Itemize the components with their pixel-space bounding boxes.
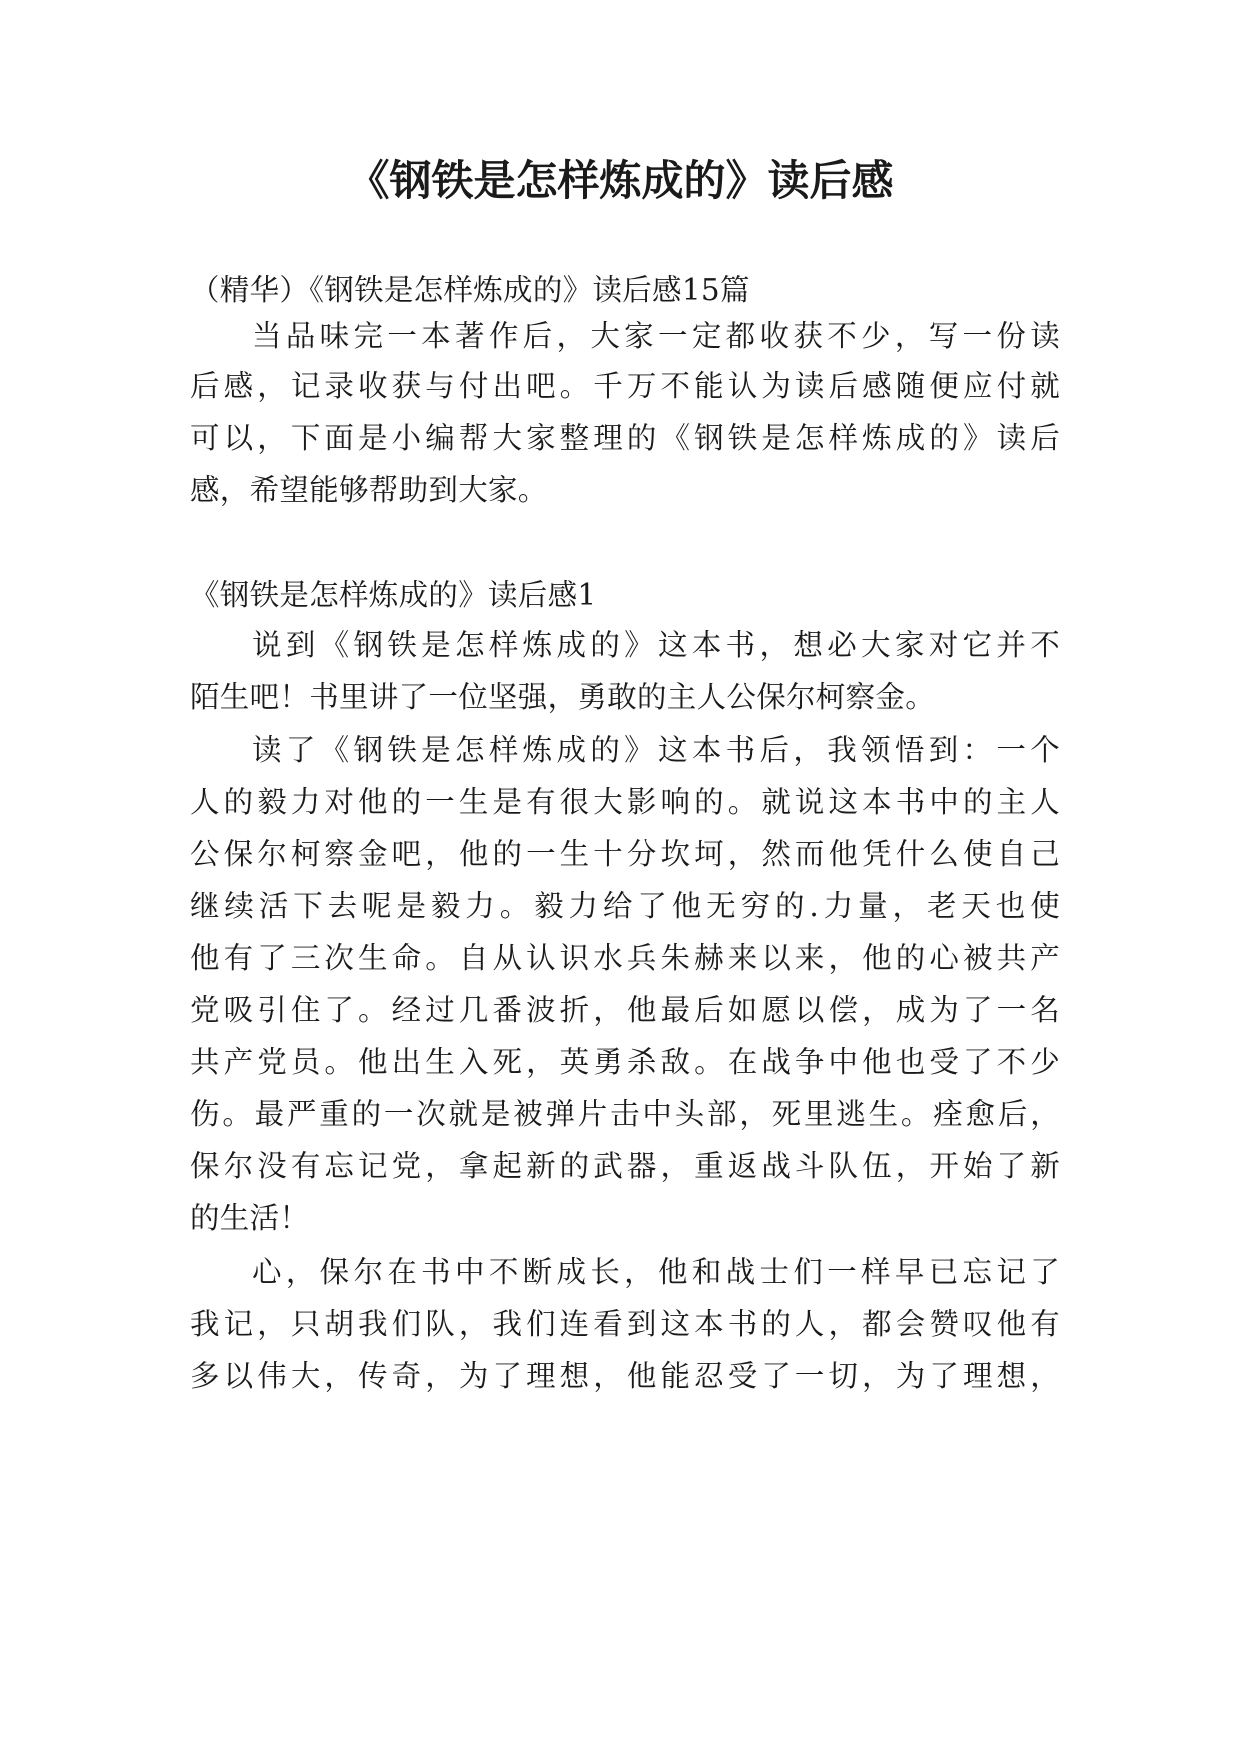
intro-line: 可以，下面是小编帮大家整理的《钢铁是怎样炼成的》读后	[190, 421, 1060, 455]
paragraph-line: 说到《钢铁是怎样炼成的》这本书，想必大家对它并不	[252, 628, 1060, 662]
paragraph-line: 人的毅力对他的一生是有很大影响的。就说这本书中的主人	[190, 785, 1060, 819]
paragraph-line: 保尔没有忘记党，拿起新的武器，重返战斗队伍，开始了新	[190, 1149, 1060, 1183]
paragraph-line: 党吸引住了。经过几番波折，他最后如愿以偿，成为了一名	[190, 993, 1060, 1027]
intro-line: 当品味完一本著作后，大家一定都收获不少，写一份读	[252, 319, 1060, 353]
document-subtitle: （精华）《钢铁是怎样炼成的》读后感15篇	[190, 273, 750, 307]
paragraph-line: 陌生吧！书里讲了一位坚强，勇敢的主人公保尔柯察金。	[190, 680, 936, 714]
paragraph-line: 心，保尔在书中不断成长，他和战士们一样早已忘记了	[252, 1255, 1060, 1289]
paragraph-line: 的生活！	[190, 1201, 310, 1235]
section-heading: 《钢铁是怎样炼成的》读后感1	[190, 578, 597, 612]
paragraph-line: 读了《钢铁是怎样炼成的》这本书后，我领悟到：一个	[252, 733, 1060, 767]
paragraph-line: 继续活下去呢是毅力。毅力给了他无穷的.力量，老天也使	[190, 889, 1060, 923]
paragraph-line: 我记，只胡我们队，我们连看到这本书的人，都会赞叹他有	[190, 1307, 1060, 1341]
intro-line: 后感，记录收获与付出吧。千万不能认为读后感随便应付就	[190, 369, 1060, 403]
paragraph-line: 多以伟大，传奇，为了理想，他能忍受了一切，为了理想，	[190, 1359, 1060, 1393]
paragraph-line: 公保尔柯察金吧，他的一生十分坎坷，然而他凭什么使自己	[190, 837, 1060, 871]
page-title: 《钢铁是怎样炼成的》读后感	[347, 156, 894, 205]
paragraph-line: 他有了三次生命。自从认识水兵朱赫来以来，他的心被共产	[190, 941, 1060, 975]
intro-line: 感，希望能够帮助到大家。	[190, 473, 548, 507]
paragraph-line: 伤。最严重的一次就是被弹片击中头部，死里逃生。痊愈后，	[190, 1097, 1060, 1131]
paragraph-line: 共产党员。他出生入死，英勇杀敌。在战争中他也受了不少	[190, 1045, 1060, 1079]
